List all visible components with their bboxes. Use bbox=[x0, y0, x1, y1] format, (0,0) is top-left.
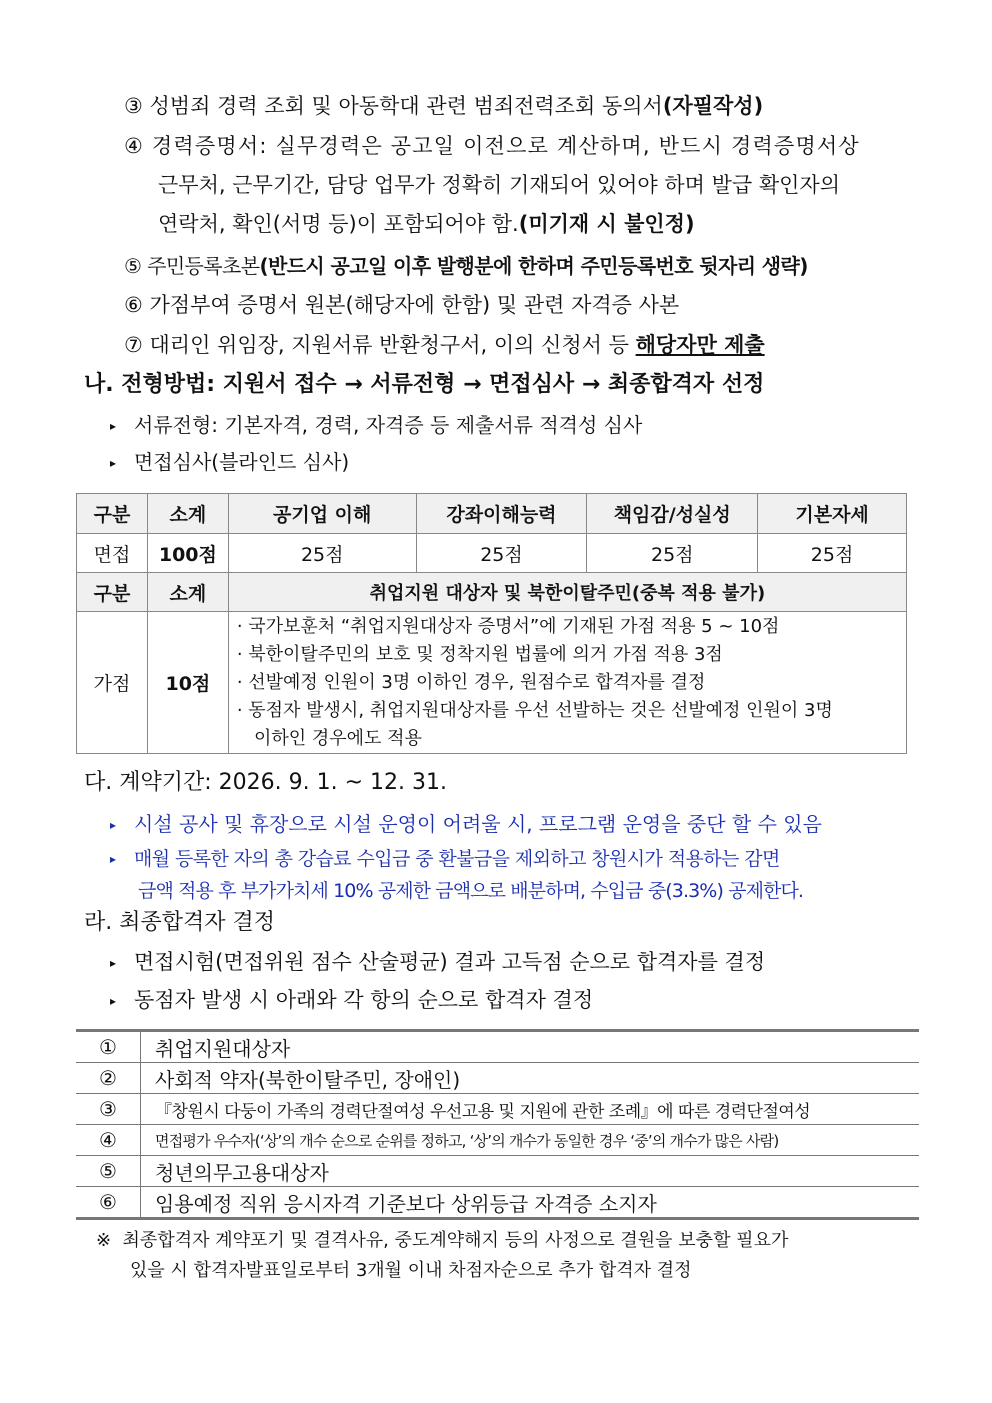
header-cell: 강좌이해능력 bbox=[416, 494, 587, 534]
bullet-document-screening: ▸ 서류전형: 기본자격, 경력, 자격증 등 제출서류 적격성 심사 bbox=[110, 413, 643, 437]
priority-number: ② bbox=[76, 1063, 141, 1094]
bonus-line: · 북한이탈주민의 보호 및 정착지원 법률에 의거 가점 적용 3점 bbox=[236, 643, 723, 665]
bonus-line: · 동점자 발생시, 취업지원대상자를 우선 선발하는 것은 선발예정 인원이 3명 bbox=[236, 699, 833, 721]
header-cell: 구분 bbox=[77, 573, 148, 612]
evaluation-table bbox=[76, 493, 907, 754]
priority-number: ⑤ bbox=[76, 1156, 141, 1187]
header-cell: 책임감/성실성 bbox=[587, 494, 758, 534]
bonus-line: · 선발예정 인원이 3명 이하인 경우, 원점수로 합격자를 결정 bbox=[236, 671, 706, 693]
table-cell: 25점 bbox=[416, 534, 587, 573]
table-row bbox=[76, 1063, 919, 1094]
note-line-1: ※ 최종합격자 계약포기 및 결격사유, 중도계약해지 등의 사정으로 결원을 보충할 필요가 bbox=[96, 1230, 789, 1251]
doc-item-4-cont1: 근무처, 근무기간, 담당 업무가 정확히 기재되어 있어야 하며 발급 확인자의 bbox=[158, 173, 841, 197]
table-row bbox=[77, 612, 907, 754]
table-row bbox=[76, 1031, 919, 1063]
section-heading-selection: 나. 전형방법: 지원서 접수 → 서류전형 → 면접심사 → 최종합격자 선정 bbox=[84, 372, 765, 397]
table-cell: 25점 bbox=[758, 534, 907, 573]
header-cell: 구분 bbox=[77, 494, 148, 534]
doc-item-3: ③ 성범죄 경력 조회 및 아동학대 관련 범죄전력조회 동의서(자필작성) bbox=[124, 94, 764, 118]
table-header-row bbox=[77, 494, 907, 534]
tie-priority-table bbox=[76, 1029, 919, 1220]
doc-item-4: ④ 경력증명서: 실무경력은 공고일 이전으로 계산하며, 반드시 경력증명서상 bbox=[124, 134, 860, 158]
priority-text: 면접평가 우수자(‘상’의 개수 순으로 순위를 정하고, ‘상’의 개수가 동일한 경우 ‘중’의 개수가 많은 사람) bbox=[141, 1125, 920, 1156]
bonus-details-cell bbox=[228, 612, 906, 754]
table-header-row bbox=[77, 573, 907, 612]
priority-number: ① bbox=[76, 1031, 141, 1063]
table-cell: 25점 bbox=[228, 534, 416, 573]
priority-text: 청년의무고용대상자 bbox=[141, 1156, 920, 1187]
priority-text: 임용예정 직위 응시자격 기준보다 상위등급 자격증 소지자 bbox=[141, 1187, 920, 1219]
header-cell: 기본자세 bbox=[758, 494, 907, 534]
bullet-revenue: ▸ 매월 등록한 자의 총 강습료 수입금 중 환불금을 제외하고 창원시가 적용하는 감면 bbox=[110, 848, 780, 870]
doc-item-6: ⑥ 가점부여 증명서 원본(해당자에 한함) 및 관련 자격증 사본 bbox=[124, 293, 680, 317]
doc-item-5: ⑤ 주민등록초본(반드시 공고일 이후 발행분에 한하며 주민등록번호 뒷자리 생략) bbox=[124, 254, 808, 278]
table-row bbox=[76, 1094, 919, 1125]
header-cell: 취업지원 대상자 및 북한이탈주민(중복 적용 불가) bbox=[228, 573, 906, 612]
table-row bbox=[76, 1187, 919, 1219]
table-cell: 가점 bbox=[77, 612, 148, 754]
table-row bbox=[76, 1156, 919, 1187]
priority-text: 취업지원대상자 bbox=[141, 1031, 920, 1063]
priority-number: ⑥ bbox=[76, 1187, 141, 1219]
bullet-suspension: ▸ 시설 공사 및 휴장으로 시설 운영이 어려울 시, 프로그램 운영을 중단 할 수 있음 bbox=[110, 812, 822, 836]
bonus-line: · 국가보훈처 “취업지원대상자 증명서”에 기재된 가점 적용 5 ~ 10점 bbox=[236, 615, 780, 637]
bullet-interview: ▸ 면접심사(블라인드 심사) bbox=[110, 450, 350, 474]
table-cell: 10점 bbox=[147, 612, 228, 754]
priority-number: ④ bbox=[76, 1125, 141, 1156]
note-line-2: 있을 시 합격자발표일로부터 3개월 이내 차점자순으로 추가 합격자 결정 bbox=[130, 1260, 692, 1281]
header-cell: 소계 bbox=[147, 573, 228, 612]
header-cell: 공기업 이해 bbox=[228, 494, 416, 534]
header-cell: 소계 bbox=[147, 494, 228, 534]
note-mark: ※ bbox=[96, 1230, 112, 1251]
table-cell: 100점 bbox=[147, 534, 228, 573]
section-heading-contract: 다. 계약기간: 2026. 9. 1. ~ 12. 31. bbox=[84, 770, 447, 795]
table-row bbox=[76, 1125, 919, 1156]
priority-text: 사회적 약자(북한이탈주민, 장애인) bbox=[141, 1063, 920, 1094]
priority-text: 『창원시 다둥이 가족의 경력단절여성 우선고용 및 지원에 관한 조례』에 따른 경력단절여성 bbox=[141, 1094, 920, 1125]
section-heading-final: 라. 최종합격자 결정 bbox=[84, 910, 275, 935]
table-cell: 25점 bbox=[587, 534, 758, 573]
doc-item-4-cont2: 연락처, 확인(서명 등)이 포함되어야 함.(미기재 시 불인정) bbox=[158, 212, 695, 236]
table-row bbox=[77, 534, 907, 573]
priority-number: ③ bbox=[76, 1094, 141, 1125]
doc-item-7: ⑦ 대리인 위임장, 지원서류 반환청구서, 이의 신청서 등 해당자만 제출 bbox=[124, 333, 765, 357]
bullet-revenue-cont: 금액 적용 후 부가가치세 10% 공제한 금액으로 배분하며, 수입금 중(3.3%) 공제한다. bbox=[138, 880, 804, 902]
bullet-interview-result: ▸ 면접시험(면접위원 점수 산술평균) 결과 고득점 순으로 합격자를 결정 bbox=[110, 950, 766, 974]
bullet-tie-rule: ▸ 동점자 발생 시 아래와 각 항의 순으로 합격자 결정 bbox=[110, 988, 594, 1012]
table-cell: 면접 bbox=[77, 534, 148, 573]
bonus-line: 이하인 경우에도 적용 bbox=[236, 727, 422, 749]
